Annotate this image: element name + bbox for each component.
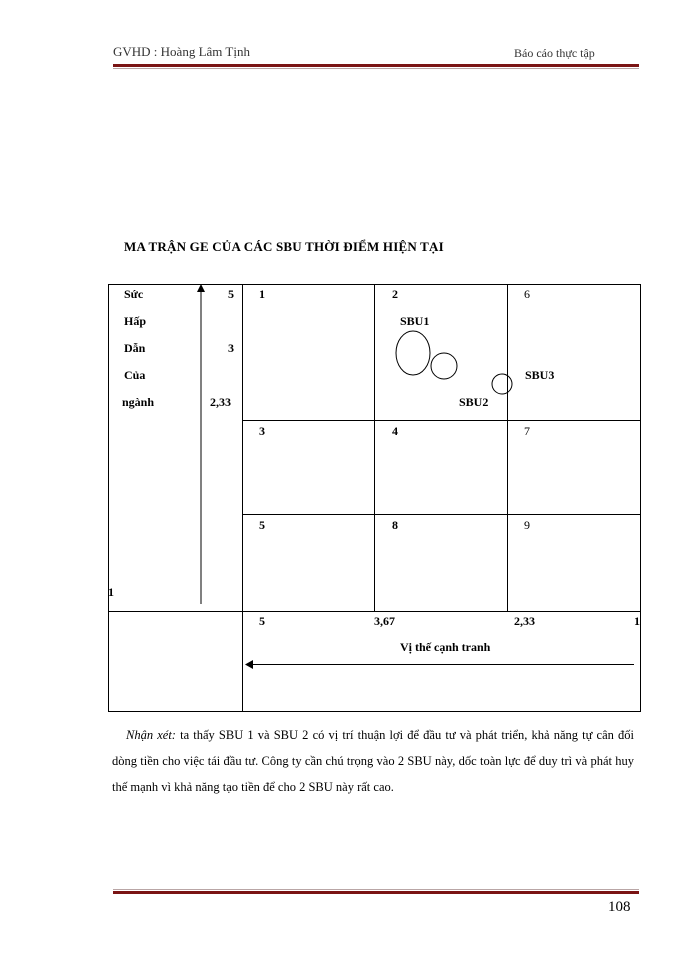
y-label-line-2: Hấp [124, 314, 147, 328]
cell-number: 6 [524, 287, 530, 301]
y-label-line-1: Sức [124, 287, 144, 301]
footer-rule [113, 891, 639, 894]
header-right: Báo cáo thực tập [514, 46, 595, 60]
cell-number: 7 [524, 424, 530, 438]
footer-rule-light [113, 889, 639, 890]
sbu1-circle [396, 331, 430, 375]
cell-number: 9 [524, 518, 530, 532]
header-left: GVHD : Hoàng Lâm Tịnh [113, 44, 250, 59]
sbu1-label: SBU1 [400, 314, 430, 328]
cell-number: 3 [259, 424, 265, 438]
page-number: 108 [608, 899, 631, 915]
x-tick-5: 5 [259, 614, 265, 628]
sbu2-circle [431, 353, 457, 379]
y-tick-5: 5 [228, 287, 234, 301]
sbu3-circle [492, 374, 512, 394]
sbu2-label: SBU2 [459, 395, 489, 409]
x-tick-1: 1 [634, 614, 640, 628]
y-tick-1: 1 [108, 585, 114, 599]
y-label-line-3: Dẫn [124, 341, 146, 355]
x-axis-label: Vị thế cạnh tranh [400, 640, 491, 654]
y-tick-3: 3 [228, 341, 234, 355]
sbu3-label: SBU3 [525, 368, 555, 382]
x-tick-3-67: 3,67 [374, 614, 395, 628]
y-tick-2-33: 2,33 [210, 395, 231, 409]
commentary-lead: Nhận xét: [126, 728, 176, 742]
cell-number: 1 [259, 287, 265, 301]
commentary-text: ta thấy SBU 1 và SBU 2 có vị trí thuận lợi để đầu tư và phát triển, khả năng tự cân đối dòng tiền cho việc tái đầu tư. Công ty cần chú trọng vào 2 SBU này, dốc toàn lực để duy trì và phát huy thế mạnh vì khả năng tạo tiền để cho 2 SBU này rất cao. [112, 728, 634, 794]
y-label-line-4: Của [124, 368, 146, 382]
matrix-title: MA TRẬN GE CỦA CÁC SBU THỜI ĐIỂM HIỆN TẠI [124, 239, 444, 254]
x-tick-2-33: 2,33 [514, 614, 535, 628]
y-axis-arrow-head [197, 284, 205, 292]
cell-number: 2 [392, 287, 398, 301]
cell-number: 5 [259, 518, 265, 532]
commentary-paragraph [112, 722, 634, 800]
cell-number: 8 [392, 518, 398, 532]
y-label-line-5: ngành [122, 395, 155, 409]
cell-number: 4 [392, 424, 398, 438]
x-axis-arrow-head [245, 660, 253, 669]
